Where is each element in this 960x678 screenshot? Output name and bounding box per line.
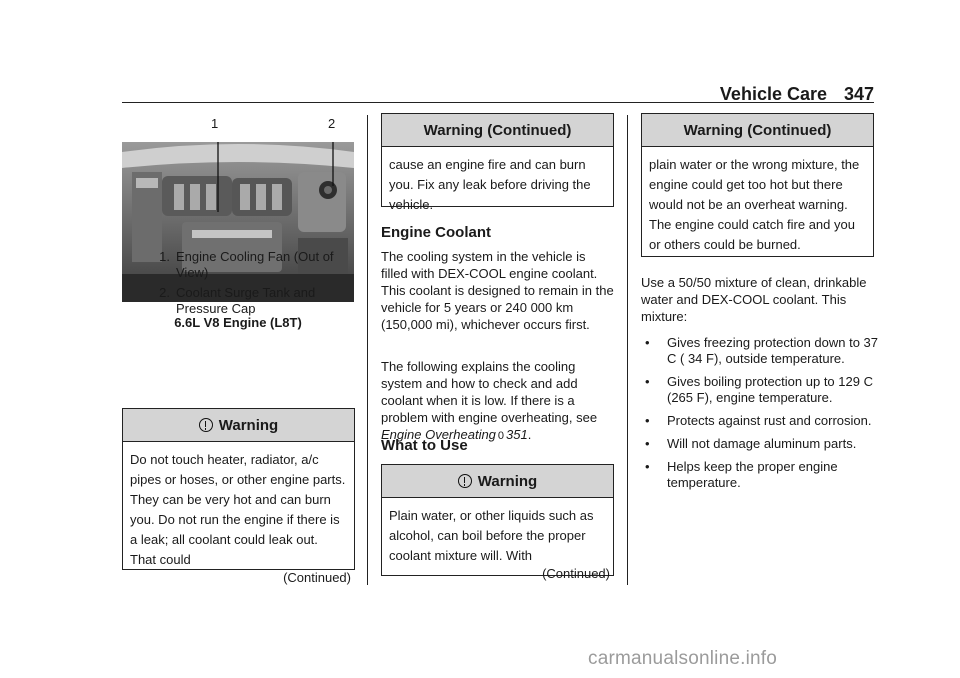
- bullet-icon: •: [645, 335, 650, 350]
- list-item: [641, 436, 879, 452]
- warning-title: Warning (Continued): [683, 121, 832, 139]
- warning-header: [642, 114, 873, 147]
- warning-box-continued-2: [641, 113, 874, 257]
- heading-engine-coolant: Engine Coolant: [381, 224, 491, 241]
- site-watermark: carmanualsonline.info: [588, 648, 778, 669]
- callout-1: 1: [211, 116, 219, 131]
- warning-body: plain water or the wrong mixture, the engine could get too hot but there would not be an overheat warning. The engine could catch fire and you or others could be burned.: [649, 157, 860, 252]
- continued-label: (Continued): [542, 566, 610, 581]
- heading-what-to-use: What to Use: [381, 437, 468, 454]
- continued-label: (Continued): [283, 570, 351, 585]
- section-title: Vehicle Care: [719, 84, 827, 104]
- legend-text: Engine Cooling Fan (Out of View): [176, 249, 334, 280]
- page-header: [0, 84, 960, 108]
- warning-title: Warning: [218, 416, 279, 434]
- legend-text: Coolant Surge Tank and Pressure Cap: [176, 285, 316, 316]
- warning-body: Plain water, or other liquids such as alcohol, can boil before the proper coolant mixture will. With: [389, 508, 594, 563]
- warning-icon: [458, 474, 472, 488]
- callout-2: 2: [328, 116, 336, 131]
- warning-header: [382, 465, 613, 498]
- legend-number: 1.: [159, 249, 170, 264]
- mixture-benefits-list: [641, 335, 879, 498]
- paragraph-end: .: [527, 427, 532, 442]
- xref-link-engine-overheating[interactable]: Engine Overheating: [381, 427, 496, 442]
- bullet-icon: •: [645, 374, 650, 389]
- bullet-icon: •: [645, 459, 650, 474]
- list-item-text: Helps keep the proper engine temperature.: [667, 459, 838, 490]
- paragraph-text: The following explains the cooling system and how to check and add coolant when it is low. If there is a problem with engine overheating, see: [381, 359, 598, 425]
- warning-title: Warning: [477, 472, 538, 490]
- warning-box-plain-water: [381, 464, 614, 581]
- paragraph-mixture-intro: Use a 50/50 mixture of clean, drinkable water and DEX-COOL coolant. This mixture:: [641, 275, 867, 324]
- warning-header: [123, 409, 354, 442]
- list-item: [641, 413, 879, 429]
- list-item: [641, 459, 879, 491]
- bullet-icon: •: [645, 413, 650, 428]
- warning-body: cause an engine fire and can burn you. Fix any leak before driving the vehicle.: [389, 157, 591, 212]
- list-item: [641, 335, 879, 367]
- warning-icon: [199, 418, 213, 432]
- paragraph-coolant-intro: The cooling system in the vehicle is filled with DEX-COOL engine coolant. This coolant is designed to remain in the vehicle for 5 years or 240 000 km (150,000 mi), whichever occurs first.: [381, 249, 614, 332]
- warning-box-hot-parts: [122, 408, 355, 585]
- warning-header: [382, 114, 613, 147]
- page-number: 347: [843, 84, 874, 104]
- header-rule: [122, 102, 874, 103]
- paragraph-cooling-system: [381, 358, 614, 445]
- figure-legend: [122, 249, 354, 321]
- page-ref-arrow-icon: 0: [497, 430, 505, 442]
- list-item-text: Gives freezing protection down to 37 C ( 34 F), outside temperature.: [667, 335, 879, 366]
- list-item: [641, 374, 879, 406]
- column-divider-2: [627, 115, 628, 585]
- legend-item: [122, 285, 354, 317]
- list-item-text: Will not damage aluminum parts.: [667, 436, 857, 451]
- warning-title: Warning (Continued): [423, 121, 572, 139]
- column-divider-1: [367, 115, 368, 585]
- warning-body: Do not touch heater, radiator, a/c pipes or hoses, or other engine parts. They can be very hot and can burn you. Do not run the engine if there is a leak; all coolant could leak out. That could: [130, 452, 346, 567]
- figure-caption: 6.6L V8 Engine (L8T): [174, 315, 302, 330]
- xref-page-number[interactable]: 351: [506, 427, 528, 442]
- list-item-text: Protects against rust and corrosion.: [667, 413, 872, 428]
- legend-item: [122, 249, 354, 281]
- bullet-icon: •: [645, 436, 650, 451]
- warning-box-continued-1: [381, 113, 614, 212]
- legend-number: 2.: [159, 285, 170, 300]
- list-item-text: Gives boiling protection up to 129 C (265 F), engine temperature.: [667, 374, 873, 405]
